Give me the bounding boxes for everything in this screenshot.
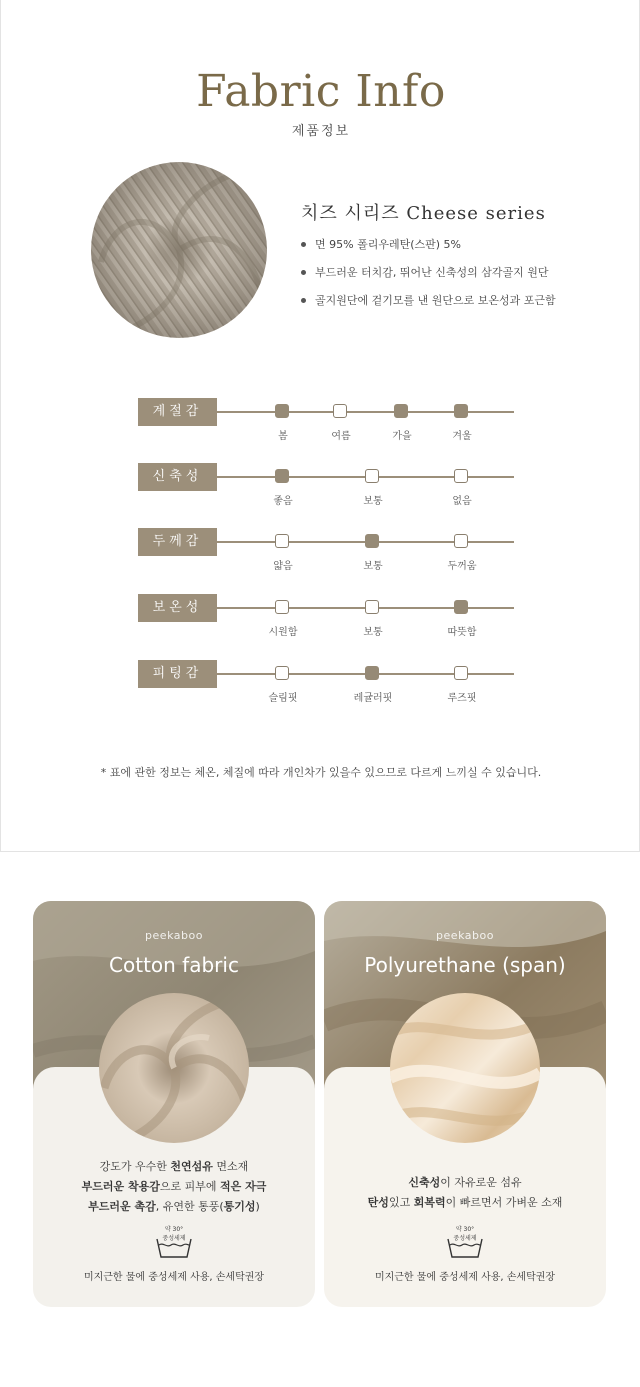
scale-option: 보통 [363, 627, 383, 638]
scale-checkbox [454, 469, 468, 483]
card-polyurethane [324, 901, 606, 1307]
scale-warmth [138, 594, 518, 644]
brand-logo: peekaboo [436, 929, 494, 942]
fabric-features [301, 236, 556, 320]
scale-option: 따뜻함 [447, 627, 477, 638]
scale-checkbox [275, 666, 289, 680]
scale-checkbox [454, 404, 468, 418]
scale-option: 슬림핏 [268, 693, 298, 704]
desc-line: 탄성있고 회복력이 빠르면서 가벼운 소재 [367, 1196, 563, 1209]
scale-option: 보통 [363, 561, 383, 572]
scale-checkbox [275, 469, 289, 483]
hand-wash-icon [440, 1223, 490, 1263]
scale-checkbox [454, 600, 468, 614]
scale-checkbox [333, 404, 347, 418]
scale-checkbox [394, 404, 408, 418]
scale-checkbox [365, 666, 379, 680]
scale-option: 루즈핏 [447, 693, 477, 704]
feature-item: 부드러운 터치감, 뛰어난 신축성의 삼각골지 원단 [301, 264, 556, 292]
scale-option: 가을 [392, 431, 412, 442]
scale-label: 피팅감 [138, 660, 217, 688]
scale-checkbox [275, 534, 289, 548]
card-description [33, 1157, 315, 1217]
scale-label: 보온성 [138, 594, 217, 622]
scale-option: 레귤러핏 [353, 693, 393, 704]
scale-option: 두꺼움 [447, 561, 477, 572]
scale-season [138, 398, 518, 448]
scale-option: 겨울 [452, 431, 472, 442]
scale-checkbox [365, 469, 379, 483]
scale-checkbox [454, 666, 468, 680]
scale-option: 좋음 [273, 496, 293, 507]
desc-line: 신축성이 자유로운 섬유 [408, 1176, 522, 1189]
svg-text:약 30°: 약 30° [455, 1226, 475, 1233]
disclaimer-note: * 표에 관한 정보는 체온, 체질에 따라 개인차가 있을수 있으므로 다르게 느끼실 수 있습니다. [100, 766, 542, 779]
scale-fit [138, 660, 518, 710]
hand-wash-icon [149, 1223, 199, 1263]
scale-option: 얇음 [273, 561, 293, 572]
svg-text:중성세제: 중성세제 [453, 1235, 477, 1242]
card-cotton-fabric [33, 901, 315, 1307]
span-swatch-image [390, 993, 540, 1143]
wash-instruction: 미지근한 물에 중성세제 사용, 손세탁권장 [374, 1272, 556, 1283]
cotton-swatch-image [99, 993, 249, 1143]
desc-line: 부드러운 촉감, 유연한 통풍(통기성) [88, 1200, 260, 1213]
fabric-swatch-image [91, 162, 267, 338]
scale-label: 계절감 [138, 398, 217, 426]
scale-label: 신축성 [138, 463, 217, 491]
scale-option: 시원함 [268, 627, 298, 638]
svg-text:중성세제: 중성세제 [162, 1235, 186, 1242]
desc-line: 강도가 우수한 천연섬유 면소재 [99, 1160, 249, 1173]
scale-checkbox [275, 600, 289, 614]
card-description [324, 1173, 606, 1213]
scale-stretch [138, 463, 518, 513]
scale-checkbox [365, 534, 379, 548]
scale-checkbox [365, 600, 379, 614]
series-name: 치즈 시리즈 Cheese series [301, 203, 546, 224]
scale-line [217, 411, 514, 413]
page-title: Fabric Info [196, 66, 446, 117]
scale-checkbox [275, 404, 289, 418]
scale-label: 두께감 [138, 528, 217, 556]
svg-text:약 30°: 약 30° [164, 1226, 184, 1233]
scale-option: 여름 [331, 431, 351, 442]
scale-thickness [138, 528, 518, 578]
feature-item: 골지원단에 겉기모를 낸 원단으로 보온성과 포근함 [301, 292, 556, 320]
scale-option: 봄 [278, 431, 288, 442]
desc-line: 부드러운 착용감으로 피부에 적은 자극 [81, 1180, 267, 1193]
feature-item: 면 95% 폴리우레탄(스판) 5% [301, 236, 556, 264]
scale-option: 보통 [363, 496, 383, 507]
brand-logo: peekaboo [145, 929, 203, 942]
card-title: Cotton fabric [109, 953, 239, 977]
card-title: Polyurethane (span) [364, 953, 566, 977]
scale-option: 없음 [452, 496, 472, 507]
wash-instruction: 미지근한 물에 중성세제 사용, 손세탁권장 [83, 1272, 265, 1283]
page-subtitle: 제품정보 [291, 124, 351, 139]
scale-checkbox [454, 534, 468, 548]
